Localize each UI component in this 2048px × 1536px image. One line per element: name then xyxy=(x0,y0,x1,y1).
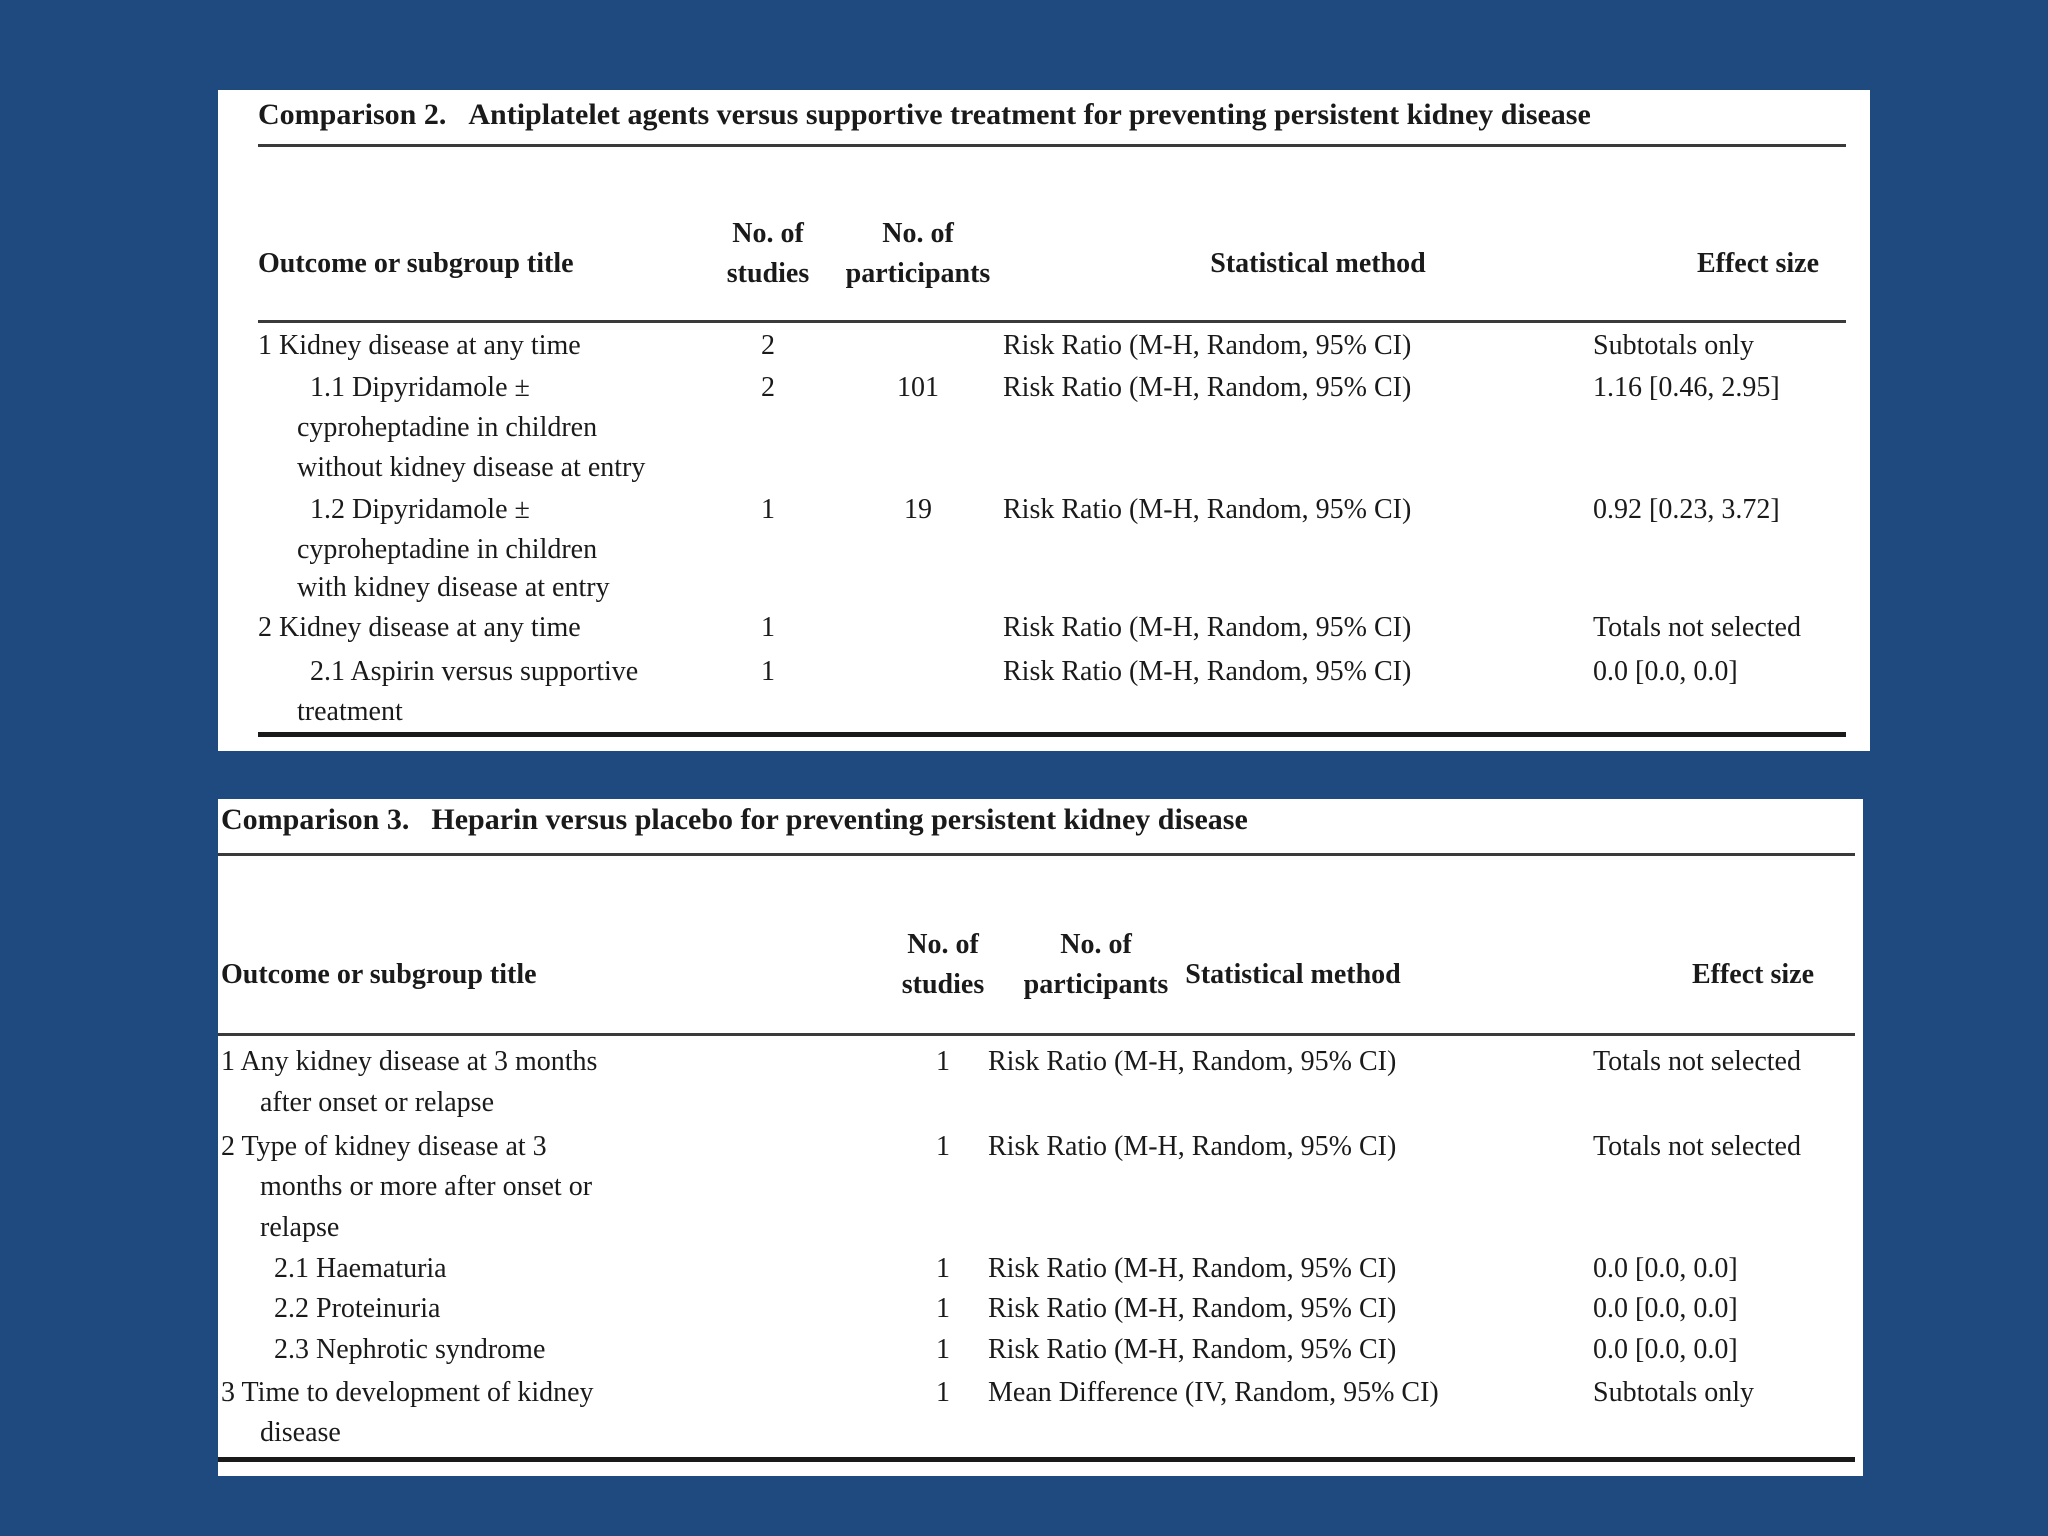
table-row-outcome: 1.1 Dipyridamole ± xyxy=(310,372,530,403)
table-row-effect: Subtotals only xyxy=(1593,330,1755,361)
table-row-outcome: 2.1 Aspirin versus supportive xyxy=(310,656,639,687)
table-row-studies: 2 xyxy=(761,372,775,403)
header-effect-size: Effect size xyxy=(1696,248,1820,279)
table-row-participants: 19 xyxy=(904,494,932,525)
table-row-effect: 1.16 [0.46, 2.95] xyxy=(1593,372,1780,403)
comparison-3-title-text: Heparin versus placebo for preventing persistent kidney disease xyxy=(431,803,1248,836)
header-statistical-method: Statistical method xyxy=(1185,959,1401,990)
table-row-outcome-cont: disease xyxy=(260,1417,341,1448)
table-row-outcome-cont: months or more after onset or xyxy=(260,1171,593,1202)
header-studies-line2: studies xyxy=(726,258,810,289)
table-row-effect: Subtotals only xyxy=(1593,1377,1755,1408)
table-row-outcome-cont: cyproheptadine in children xyxy=(297,534,598,565)
header-participants-line1: No. of xyxy=(882,218,954,249)
table-row-participants: 101 xyxy=(897,372,939,403)
table-row-outcome: 2.3 Nephrotic syndrome xyxy=(274,1334,546,1365)
comparison-3-panel xyxy=(218,799,1863,1476)
table-row-effect: 0.0 [0.0, 0.0] xyxy=(1593,656,1738,687)
table-row-outcome: 1 Kidney disease at any time xyxy=(258,330,581,361)
comparison-2-title-lead: Comparison 2. xyxy=(258,98,447,131)
table-row-outcome-cont: cyproheptadine in children xyxy=(297,412,598,443)
table-row-method: Risk Ratio (M-H, Random, 95% CI) xyxy=(988,1334,1397,1365)
comparison-2-title-text: Antiplatelet agents versus supportive treatment for preventing persistent kidney disease xyxy=(468,98,1591,131)
table-row-studies: 1 xyxy=(936,1377,950,1408)
title-rule xyxy=(258,144,1846,147)
table-row-effect: Totals not selected xyxy=(1593,612,1801,643)
comparison-2-panel xyxy=(218,90,1870,751)
table-row-studies: 1 xyxy=(761,612,775,643)
header-studies-line1: No. of xyxy=(732,218,804,249)
table-row-effect: 0.0 [0.0, 0.0] xyxy=(1593,1293,1738,1324)
header-participants-line2: participants xyxy=(1023,969,1169,1000)
table-row-outcome-cont: with kidney disease at entry xyxy=(297,572,610,603)
table-row-studies: 1 xyxy=(761,494,775,525)
table-row-studies: 1 xyxy=(936,1293,950,1324)
table-row-outcome: 2.1 Haematuria xyxy=(274,1253,447,1284)
table-row-outcome: 3 Time to development of kidney xyxy=(221,1377,594,1408)
table-row-effect: 0.0 [0.0, 0.0] xyxy=(1593,1334,1738,1365)
header-studies-line2: studies xyxy=(901,969,985,1000)
table-row-method: Mean Difference (IV, Random, 95% CI) xyxy=(988,1377,1439,1408)
comparison-2-title xyxy=(258,98,1591,132)
table-row-studies: 1 xyxy=(936,1131,950,1162)
table-row-method: Risk Ratio (M-H, Random, 95% CI) xyxy=(1003,372,1412,403)
table-row-effect: 0.0 [0.0, 0.0] xyxy=(1593,1253,1738,1284)
table-row-studies: 1 xyxy=(761,656,775,687)
header-rule xyxy=(258,320,1846,323)
table-row-studies: 1 xyxy=(936,1046,950,1077)
bottom-rule xyxy=(258,732,1846,737)
header-outcome: Outcome or subgroup title xyxy=(221,959,537,990)
table-row-outcome: 2.2 Proteinuria xyxy=(274,1293,441,1324)
table-row-studies: 1 xyxy=(936,1334,950,1365)
header-statistical-method: Statistical method xyxy=(1210,248,1426,279)
bottom-rule xyxy=(218,1457,1855,1462)
table-row-effect: 0.92 [0.23, 3.72] xyxy=(1593,494,1780,525)
header-outcome: Outcome or subgroup title xyxy=(258,248,574,279)
table-row-outcome: 2 Type of kidney disease at 3 xyxy=(221,1131,547,1162)
table-row-method: Risk Ratio (M-H, Random, 95% CI) xyxy=(988,1046,1397,1077)
table-row-outcome: 2 Kidney disease at any time xyxy=(258,612,581,643)
header-participants-line1: No. of xyxy=(1060,929,1132,960)
table-row-outcome-cont: treatment xyxy=(297,696,403,727)
table-row-studies: 2 xyxy=(761,330,775,361)
title-rule xyxy=(218,853,1855,856)
table-row-method: Risk Ratio (M-H, Random, 95% CI) xyxy=(1003,494,1412,525)
table-row-effect: Totals not selected xyxy=(1593,1131,1801,1162)
table-row-studies: 1 xyxy=(936,1253,950,1284)
table-row-method: Risk Ratio (M-H, Random, 95% CI) xyxy=(1003,656,1412,687)
table-row-outcome: 1 Any kidney disease at 3 months xyxy=(221,1046,598,1077)
table-row-outcome-cont: relapse xyxy=(260,1212,340,1243)
comparison-3-title xyxy=(221,803,1248,837)
table-row-method: Risk Ratio (M-H, Random, 95% CI) xyxy=(988,1293,1397,1324)
header-studies-line1: No. of xyxy=(907,929,979,960)
table-row-method: Risk Ratio (M-H, Random, 95% CI) xyxy=(1003,330,1412,361)
comparison-3-title-lead: Comparison 3. xyxy=(221,803,410,836)
table-row-method: Risk Ratio (M-H, Random, 95% CI) xyxy=(988,1253,1397,1284)
table-row-method: Risk Ratio (M-H, Random, 95% CI) xyxy=(1003,612,1412,643)
table-row-outcome: 1.2 Dipyridamole ± xyxy=(310,494,530,525)
table-row-effect: Totals not selected xyxy=(1593,1046,1801,1077)
table-row-outcome-cont: after onset or relapse xyxy=(260,1087,494,1118)
table-row-outcome-cont: without kidney disease at entry xyxy=(297,452,646,483)
header-rule xyxy=(218,1033,1855,1036)
header-effect-size: Effect size xyxy=(1691,959,1815,990)
header-participants-line2: participants xyxy=(845,258,991,289)
table-row-method: Risk Ratio (M-H, Random, 95% CI) xyxy=(988,1131,1397,1162)
